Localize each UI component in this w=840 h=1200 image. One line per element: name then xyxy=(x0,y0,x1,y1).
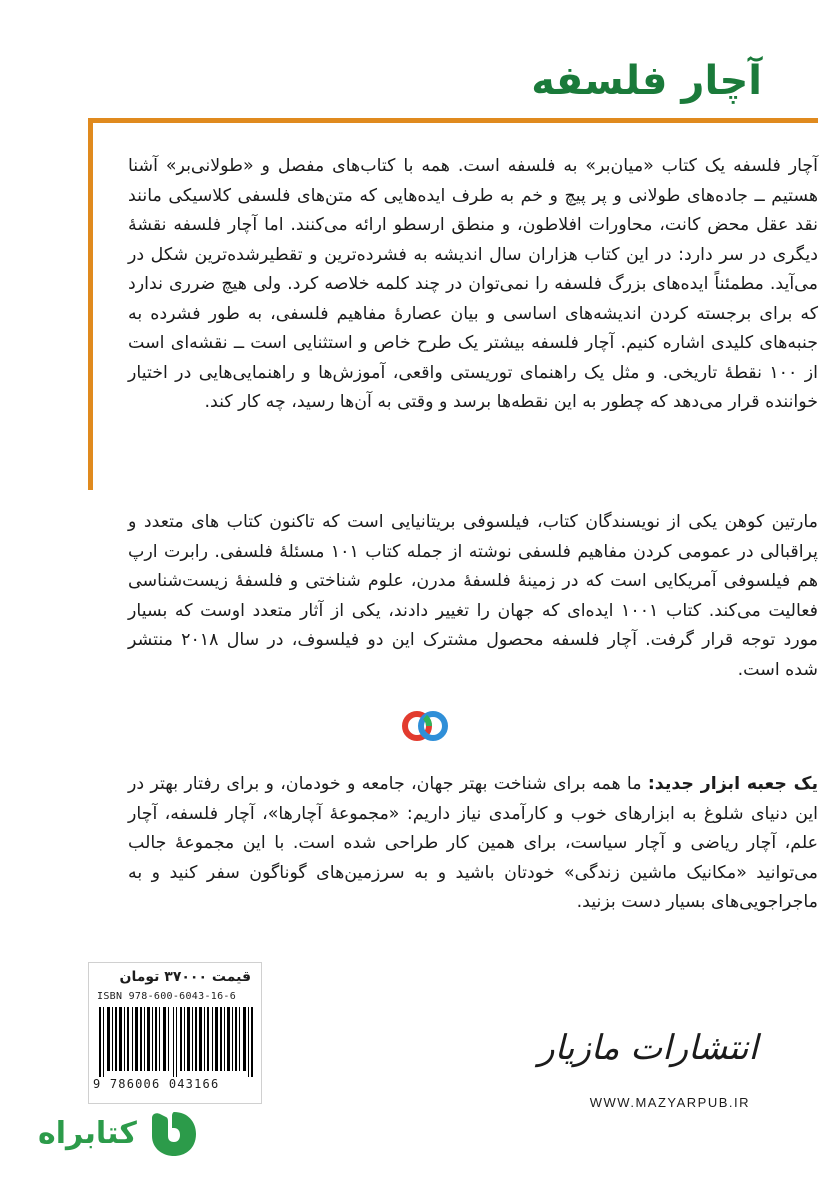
toolbox-heading: یک جعبه ابزار جدید: xyxy=(647,774,818,794)
publisher-website: WWW.MAZYARPUB.IR xyxy=(589,1095,750,1110)
blurb-paragraph-1: آچار فلسفه یک کتاب «میان‌بر» به فلسفه است. همه با کتاب‌های مفصل و «طولانی‌بر» آشنا هستیم ــ جاده‌های طولانی و پر پیچ و خم به طرف ایده‌هایی که متن‌های فلسفی کلاسیکی مانند نقد عقل محض کانت، محاورات افلاطون، و منطق ارسطو ارائه می‌کنند. اما آچار فلسفه نقشهٔ دیگری در سر دارد: در این کتاب هزاران سال اندیشه به فشرده‌ترین و تقطیرشده‌ترین شکل در می‌آید. مطمئناً ایده‌های بزرگ فلسفه را نمی‌توان در چند کلمه خلاصه کرد. ولی هیچ ضرری ندارد که برای برجسته کردن اندیشه‌های اساسی و بیان عصارهٔ مفاهیم فلسفی، به طور فشرده به جنبه‌های کلیدی اشاره کنیم. آچار فلسفه بیشتر یک طرح خاص و استثنایی است ــ نقشه‌ای است از ۱۰۰ نقطهٔ تاریخی. و مثل یک راهنمای توریستی واقعی، آموزش‌ها و راهنمایی‌هایی در اختیار خواننده قرار می‌دهد که چطور به این نقطه‌ها برسد و وقتی به آن‌ها رسید، چه کار کند. xyxy=(128,156,818,412)
publisher-logo: انتشارات مازیار xyxy=(538,1028,758,1068)
isbn-label: ISBN 978-600-6043-16-6 xyxy=(97,991,237,1002)
frame-top-border xyxy=(88,118,818,123)
book-title: آچار فلسفه xyxy=(531,58,762,104)
series-logo-icon xyxy=(402,703,448,749)
store-logo xyxy=(38,1108,208,1162)
frame-left-border xyxy=(88,118,93,490)
toolbox-text: ما همه برای شناخت بهتر جهان، جامعه و خودمان، و برای رفتار بهتر در این دنیای شلوغ به ابزارهای خوب و کارآمدی نیاز داریم: «مجموعهٔ آچارها»، آچار فلسفه، آچار علم، آچار ریاضی و آچار سیاست، برای همین کار طراحی شده است. با این مجموعهٔ جالب می‌توانید «مکانیک ماشین زندگی» خودتان باشید و به سرزمین‌های گوناگون سفر کنید و به ماجراجویی‌های بسیار دست بزنید. xyxy=(128,774,818,912)
store-name: کتابراه xyxy=(38,1116,137,1151)
ketabrah-logo-icon xyxy=(148,1108,200,1160)
barcode-icon xyxy=(99,1007,253,1077)
barcode-number: 9 786006 043166 xyxy=(93,1077,220,1091)
blurb-paragraph-3 xyxy=(128,770,818,918)
price-label: قیمت ۳۷۰۰۰ تومان xyxy=(119,969,251,985)
price-barcode-box xyxy=(88,962,262,1104)
blurb-paragraph-2: مارتین کوهن یکی از نویسندگان کتاب، فیلسوفی بریتانیایی است که تاکنون کتاب های متعدد و پراقبالی در عمومی کردن مفاهیم فلسفی نوشته از جمله کتاب ۱۰۱ مسئلهٔ فلسفی. رابرت ارپ هم فیلسوفی آمریکایی است که در زمینهٔ فلسفهٔ مدرن، علوم شناختی و فلسفهٔ زیست‌شناسی فعالیت می‌کند. کتاب ۱۰۰۱ ایده‌ای که جهان را تغییر دادند، یکی از آثار متعدد اوست که بسیار مورد توجه قرار گرفت. آچار فلسفه محصول مشترک این دو فیلسوف، در سال ۲۰۱۸ منتشر شده است. xyxy=(128,512,818,680)
